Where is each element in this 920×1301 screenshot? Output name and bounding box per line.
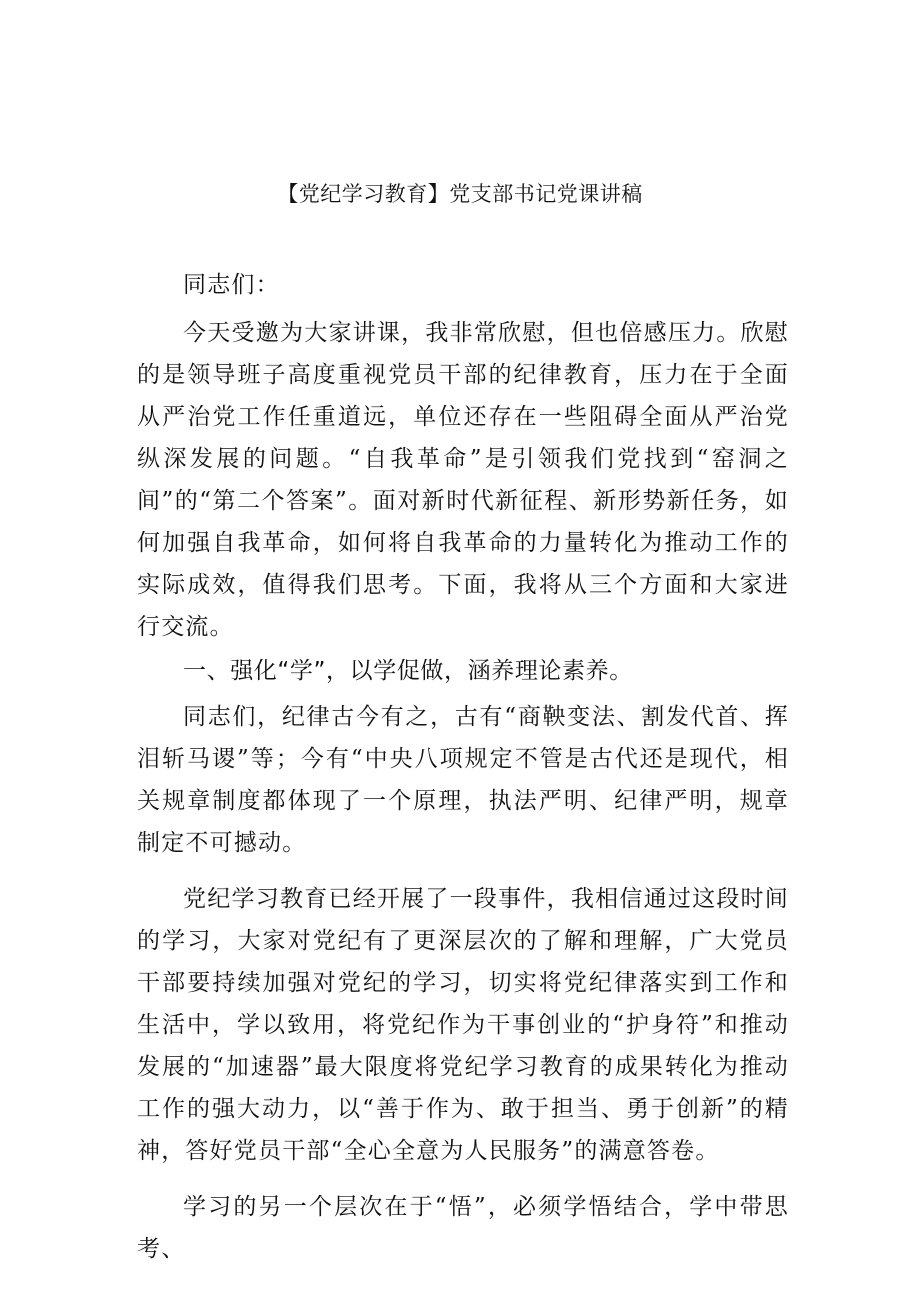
body-paragraph-1: 同志们，纪律古今有之，古有“商鞅变法、割发代首、挥泪斩马谡”等；今有“中央八项规定不管是古代还是现代，相关规章制度都体现了一个原理，执法严明、纪律严明，规章制定不可撼动。 (137, 704, 789, 856)
intro-paragraph: 今天受邀为大家讲课，我非常欣慰，但也倍感压力。欣慰的是领导班子高度重视党员干部的纪律教育，压力在于全面从严治党工作任重道远，单位还存在一些阻碍全面从严治党纵深发展的问题。“自我革命”是引领我们党找到“窑洞之间”的“第二个答案”。面对新时代新征程、新形势新任务，如何加强自我革命，如何将自我革命的力量转化为推动工作的实际成效，值得我们思考。下面，我将从三个方面和大家进行交流。 (137, 320, 789, 640)
body-paragraph-3: 学习的另一个层次在于“悟”，必须学悟结合，学中带思考、 (137, 1194, 789, 1262)
body-paragraph-2: 党纪学习教育已经开展了一段事件，我相信通过这段时间的学习，大家对党纪有了更深层次的了解和理解，广大党员干部要持续加强对党纪的学习，切实将党纪律落实到工作和生活中，学以致用，将党纪作为干事创业的“护身符”和推动发展的“加速器”最大限度将党纪学习教育的成果转化为推动工作的强大动力，以“善于作为、敢于担当、勇于创新”的精神，答好党员干部“全心全意为人民服务”的满意答卷。 (137, 886, 789, 1164)
section-heading-1: 一、强化“学”，以学促做，涵养理论素养。 (183, 658, 633, 684)
document-title: 【党纪学习教育】党支部书记党课讲稿 (277, 182, 643, 206)
document-body (137, 264, 789, 1270)
greeting-paragraph: 同志们： (183, 272, 280, 298)
